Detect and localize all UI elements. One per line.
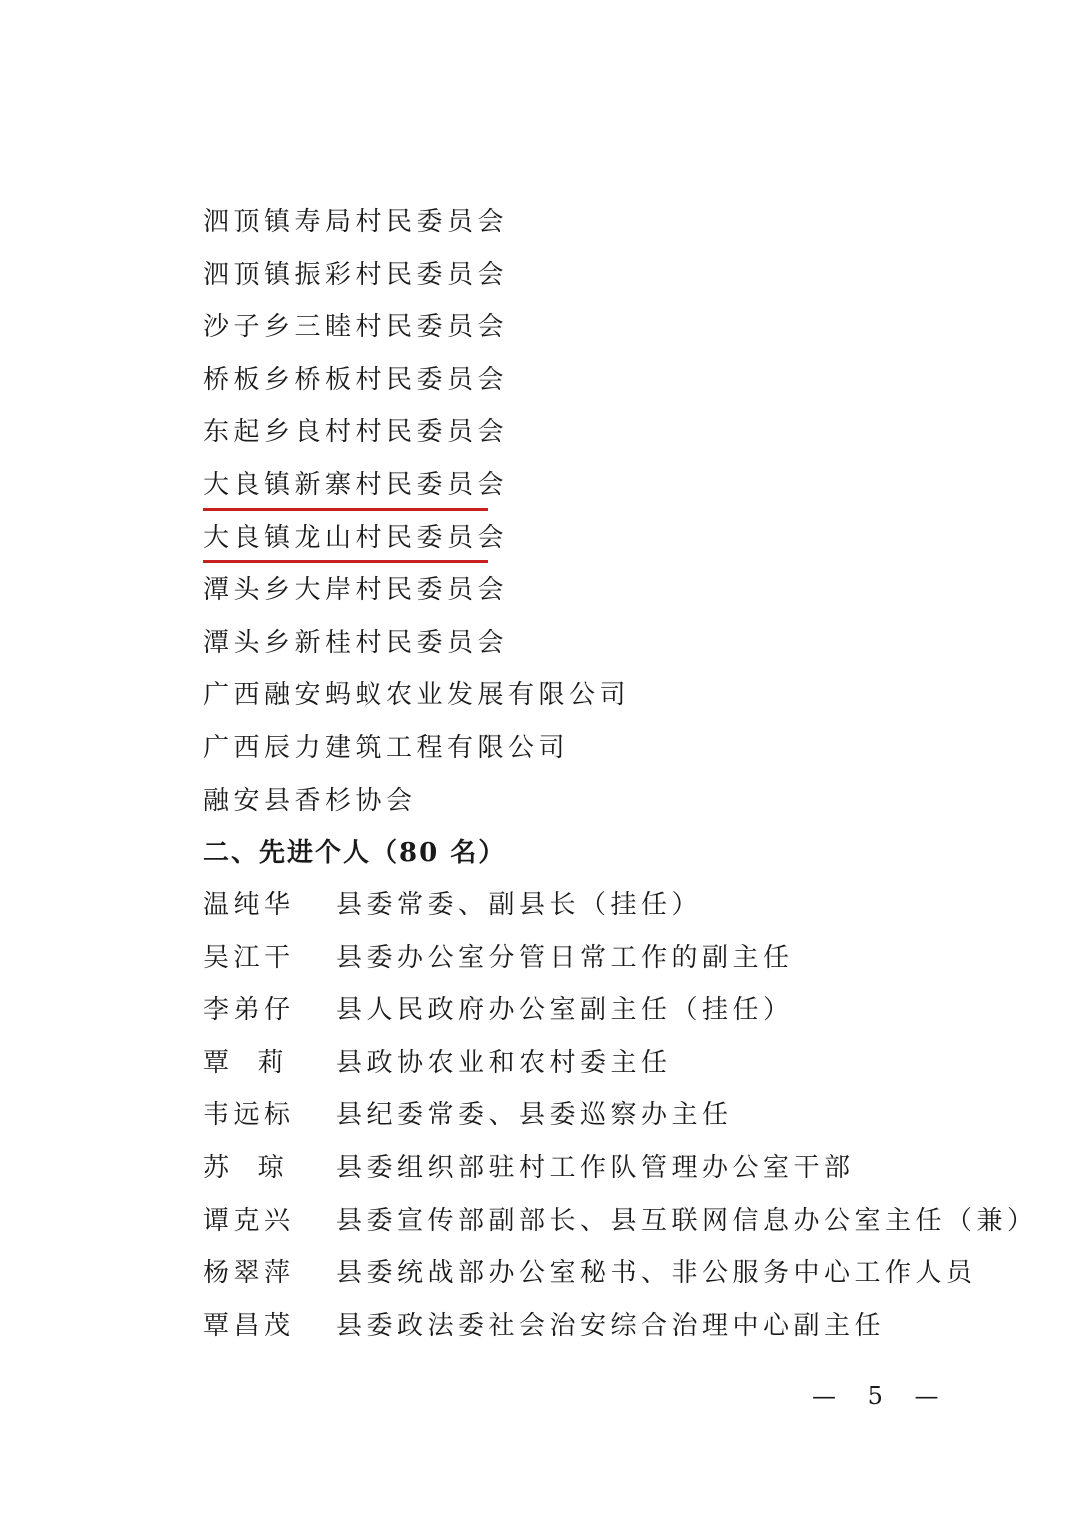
person-title: 县委办公室分管日常工作的副主任 <box>336 942 794 973</box>
organization-item: 沙子乡三睦村民委员会 <box>203 312 509 343</box>
person-row <box>203 1300 1038 1353</box>
person-name: 韦远标 <box>203 1100 295 1131</box>
person-name: 温纯华 <box>203 890 295 920</box>
person-row <box>203 1247 1038 1300</box>
person-title: 县政协农业和农村委主任 <box>336 1047 672 1078</box>
person-title: 县委常委、副县长（挂任） <box>336 890 703 920</box>
organization-item: 潭头乡大岸村民委员会 <box>203 575 509 606</box>
person-row <box>203 932 1038 985</box>
person-name: 李弟仔 <box>203 995 295 1026</box>
organization-item: 潭头乡新桂村民委员会 <box>203 627 509 658</box>
organization-item: 泗顶镇寿局村民委员会 <box>203 207 509 237</box>
person-title: 县人民政府办公室副主任（挂任） <box>336 995 794 1026</box>
advanced-organization-list <box>203 196 630 827</box>
organization-item: 泗顶镇振彩村民委员会 <box>203 259 509 290</box>
organization-item: 融安县香杉协会 <box>203 785 417 816</box>
person-name: 杨翠萍 <box>203 1258 295 1289</box>
advanced-individual-list <box>203 879 1038 1352</box>
person-title: 县委统战部办公室秘书、非公服务中心工作人员 <box>336 1258 977 1289</box>
person-name: 覃昌茂 <box>203 1310 295 1341</box>
person-row <box>203 1142 1038 1195</box>
person-title: 县纪委常委、县委巡察办主任 <box>336 1100 733 1131</box>
person-row <box>203 879 1038 932</box>
section-heading-advanced-individuals: 二、先进个人（80 名） <box>203 838 507 868</box>
organization-item: 大良镇龙山村民委员会 <box>203 512 630 565</box>
person-row <box>203 1037 1038 1090</box>
organization-item: 桥板乡桥板村民委员会 <box>203 364 509 395</box>
organization-item: 东起乡良村村民委员会 <box>203 417 509 448</box>
person-name: 吴江干 <box>203 942 295 973</box>
page-number: — 5 — <box>812 1382 951 1410</box>
person-row <box>203 1195 1038 1248</box>
person-title: 县委宣传部副部长、县互联网信息办公室主任（兼） <box>336 1205 1038 1236</box>
organization-item: 大良镇新寨村民委员会 <box>203 459 630 512</box>
person-name: 谭克兴 <box>203 1205 295 1236</box>
person-name: 苏琼 <box>203 1152 288 1183</box>
organization-item: 广西辰力建筑工程有限公司 <box>203 732 570 763</box>
person-title: 县委组织部驻村工作队管理办公室干部 <box>336 1152 855 1183</box>
person-title: 县委政法委社会治安综合治理中心副主任 <box>336 1310 886 1341</box>
person-row <box>203 1089 1038 1142</box>
person-name: 覃莉 <box>203 1047 288 1078</box>
person-row <box>203 984 1038 1037</box>
organization-item: 广西融安蚂蚁农业发展有限公司 <box>203 680 631 711</box>
